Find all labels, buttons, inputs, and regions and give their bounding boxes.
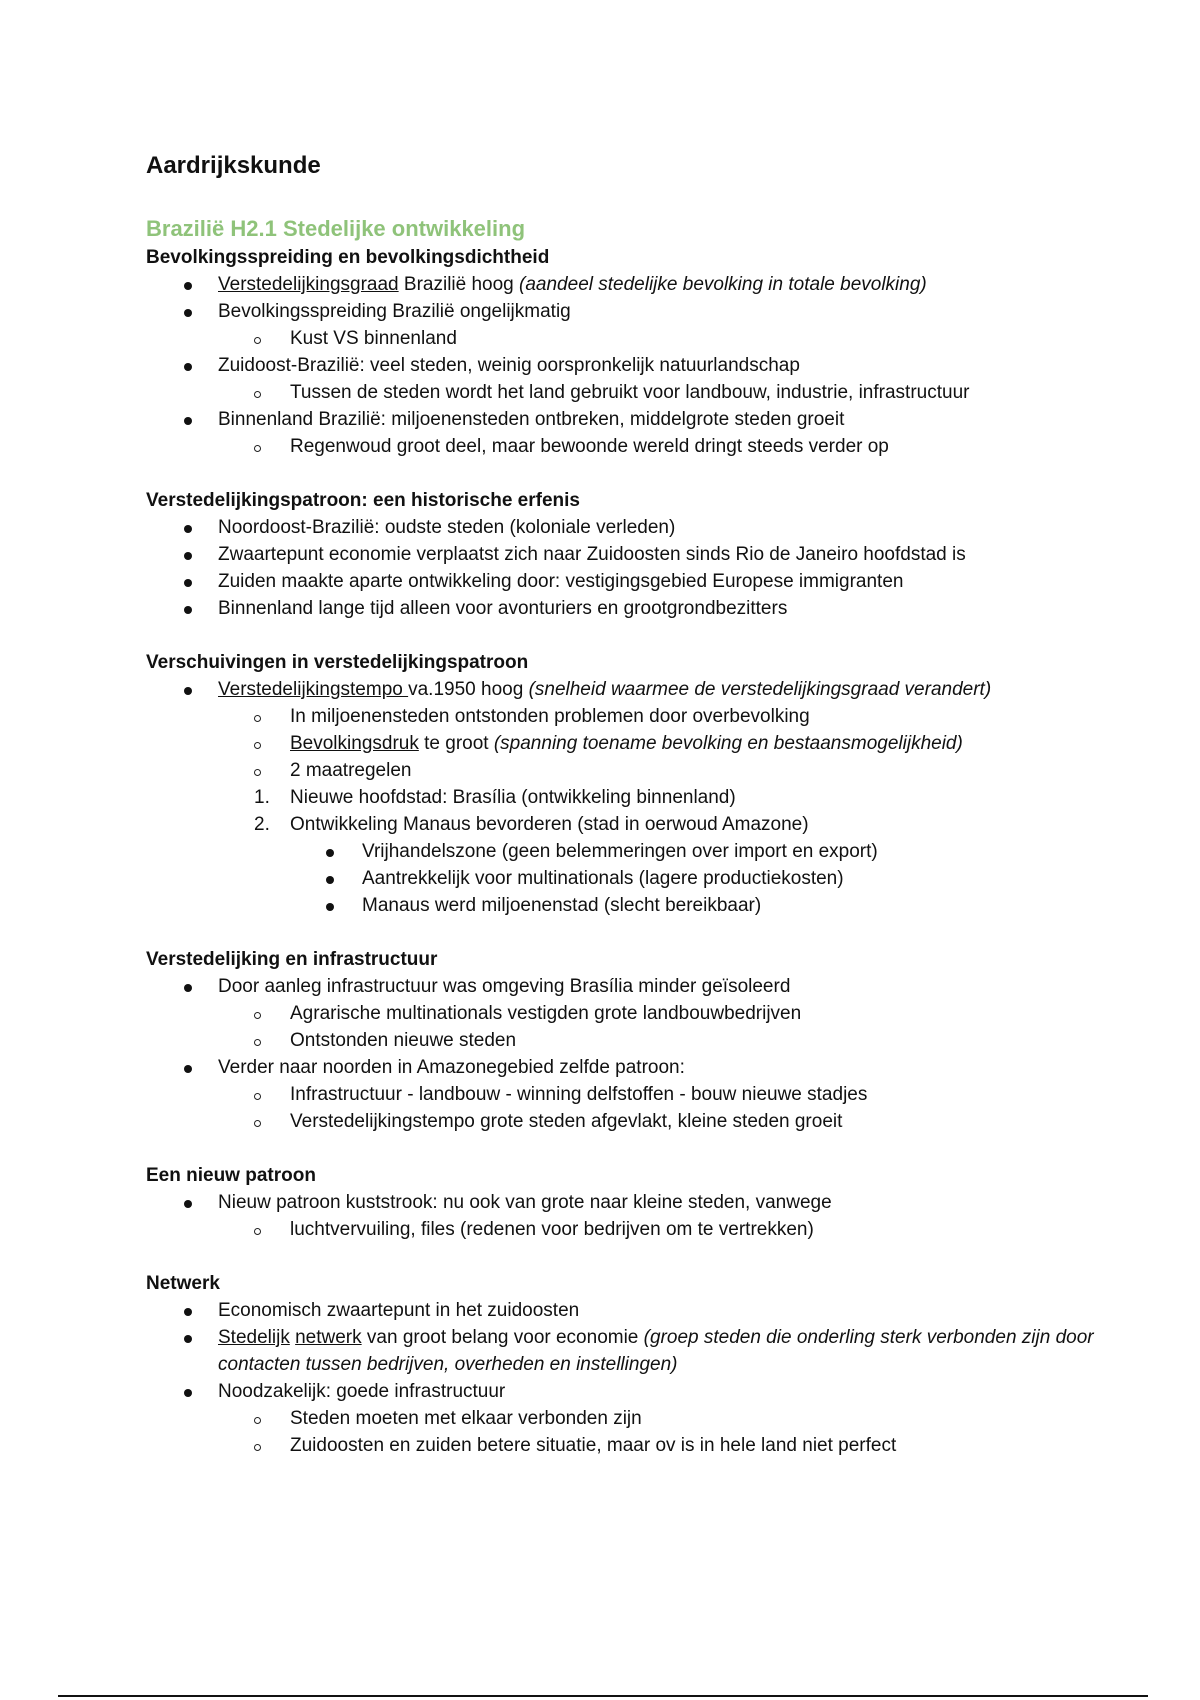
list-item: Noordoost-Brazilië: oudste steden (koloniale verleden)	[146, 514, 1156, 541]
list-item: Vrijhandelszone (geen belemmeringen over import en export)	[146, 838, 1156, 865]
circle-bullet-icon	[254, 1444, 261, 1451]
list-item: luchtvervuiling, files (redenen voor bedrijven om te vertrekken)	[146, 1216, 1156, 1243]
footer-rule	[58, 1695, 1148, 1697]
circle-bullet-icon	[254, 1093, 261, 1100]
list-item: Door aanleg infrastructuur was omgeving Brasília minder geïsoleerd	[146, 973, 1156, 1000]
list-item: Agrarische multinationals vestigden grote landbouwbedrijven	[146, 1000, 1156, 1027]
list-item: Kust VS binnenland	[146, 325, 1156, 352]
list-item: Infrastructuur - landbouw - winning delfstoffen - bouw nieuwe stadjes	[146, 1081, 1156, 1108]
list-item: Tussen de steden wordt het land gebruikt voor landbouw, industrie, infrastructuur	[146, 379, 1156, 406]
list-item: Binnenland lange tijd alleen voor avonturiers en grootgrondbezitters	[146, 595, 1156, 622]
bullet-icon	[184, 363, 192, 371]
subheading-infrastructuur: Verstedelijking en infrastructuur	[146, 949, 438, 970]
circle-bullet-icon	[254, 391, 261, 398]
bullet-icon	[326, 849, 334, 857]
circle-bullet-icon	[254, 337, 261, 344]
list-item: 2 maatregelen	[146, 757, 1156, 784]
list-item: Stedelijk netwerk van groot belang voor economie (groep steden die onderling sterk verbonden zijn door contacten tussen bedrijven, overheden en instellingen)	[146, 1324, 1118, 1378]
numbered-item: 2. Ontwikkeling Manaus bevorderen (stad in oerwoud Amazone)	[254, 814, 809, 835]
bullet-icon	[184, 1065, 192, 1073]
list-item: Aantrekkelijk voor multinationals (lagere productiekosten)	[146, 865, 1156, 892]
bullet-icon	[184, 1389, 192, 1397]
bullet-icon	[184, 1335, 192, 1343]
list-item: Zuiden maakte aparte ontwikkeling door: vestigingsgebied Europese immigranten	[146, 568, 1156, 595]
bullet-icon	[184, 309, 192, 317]
list-item: Verder naar noorden in Amazonegebied zelfde patroon:	[146, 1054, 1156, 1081]
subheading-netwerk: Netwerk	[146, 1273, 220, 1294]
bullet-icon	[184, 417, 192, 425]
subheading-bevolkingsspreiding: Bevolkingsspreiding en bevolkingsdichtheid	[146, 247, 550, 268]
bullet-icon	[184, 1200, 192, 1208]
subheading-nieuw-patroon: Een nieuw patroon	[146, 1165, 316, 1186]
list-item: Verstedelijkingsgraad Brazilië hoog (aandeel stedelijke bevolking in totale bevolking)	[146, 271, 1156, 298]
bullet-icon	[184, 687, 192, 695]
document-page	[146, 140, 1156, 1459]
list-item: Zuidoosten en zuiden betere situatie, maar ov is in hele land niet perfect	[146, 1432, 1156, 1459]
list-item: Manaus werd miljoenenstad (slecht bereikbaar)	[146, 892, 1156, 919]
list-item: Steden moeten met elkaar verbonden zijn	[146, 1405, 1156, 1432]
bullet-icon	[184, 552, 192, 560]
circle-bullet-icon	[254, 1228, 261, 1235]
list-item: Ontstonden nieuwe steden	[146, 1027, 1156, 1054]
circle-bullet-icon	[254, 742, 261, 749]
document-title: Aardrijkskunde	[146, 152, 321, 179]
numbered-item: 1. Nieuwe hoofdstad: Brasília (ontwikkeling binnenland)	[254, 787, 736, 808]
subheading-verstedelijkingspatroon: Verstedelijkingspatroon: een historische erfenis	[146, 490, 580, 511]
circle-bullet-icon	[254, 715, 261, 722]
bullet-icon	[184, 1308, 192, 1316]
list-item: Nieuw patroon kuststrook: nu ook van grote naar kleine steden, vanwege	[146, 1189, 1156, 1216]
subheading-verschuivingen: Verschuivingen in verstedelijkingspatroon	[146, 652, 529, 673]
circle-bullet-icon	[254, 1417, 261, 1424]
circle-bullet-icon	[254, 1120, 261, 1127]
circle-bullet-icon	[254, 445, 261, 452]
section-title: Brazilië H2.1 Stedelijke ontwikkeling	[146, 216, 526, 241]
list-item: Economisch zwaartepunt in het zuidoosten	[146, 1297, 1156, 1324]
list-item: Bevolkingsdruk te groot (spanning toename bevolking en bestaansmogelijkheid)	[146, 730, 1156, 757]
list-item: Noodzakelijk: goede infrastructuur	[146, 1378, 1156, 1405]
circle-bullet-icon	[254, 1012, 261, 1019]
circle-bullet-icon	[254, 769, 261, 776]
list-item: Verstedelijkingstempo va.1950 hoog (snelheid waarmee de verstedelijkingsgraad verandert)	[146, 676, 1156, 703]
bullet-icon	[326, 876, 334, 884]
list-item: Zwaartepunt economie verplaatst zich naar Zuidoosten sinds Rio de Janeiro hoofdstad is	[146, 541, 1156, 568]
list-item: Regenwoud groot deel, maar bewoonde wereld dringt steeds verder op	[146, 433, 1156, 460]
list-item: Verstedelijkingstempo grote steden afgevlakt, kleine steden groeit	[146, 1108, 1156, 1135]
bullet-icon	[184, 984, 192, 992]
circle-bullet-icon	[254, 1039, 261, 1046]
bullet-icon	[184, 282, 192, 290]
bullet-icon	[184, 606, 192, 614]
bullet-icon	[184, 525, 192, 533]
bullet-icon	[326, 903, 334, 911]
list-item: In miljoenensteden ontstonden problemen door overbevolking	[146, 703, 1156, 730]
bullet-icon	[184, 579, 192, 587]
list-item: Binnenland Brazilië: miljoenensteden ontbreken, middelgrote steden groeit	[146, 406, 1156, 433]
list-item: Zuidoost-Brazilië: veel steden, weinig oorspronkelijk natuurlandschap	[146, 352, 1156, 379]
list-item: Bevolkingsspreiding Brazilië ongelijkmatig	[146, 298, 1156, 325]
